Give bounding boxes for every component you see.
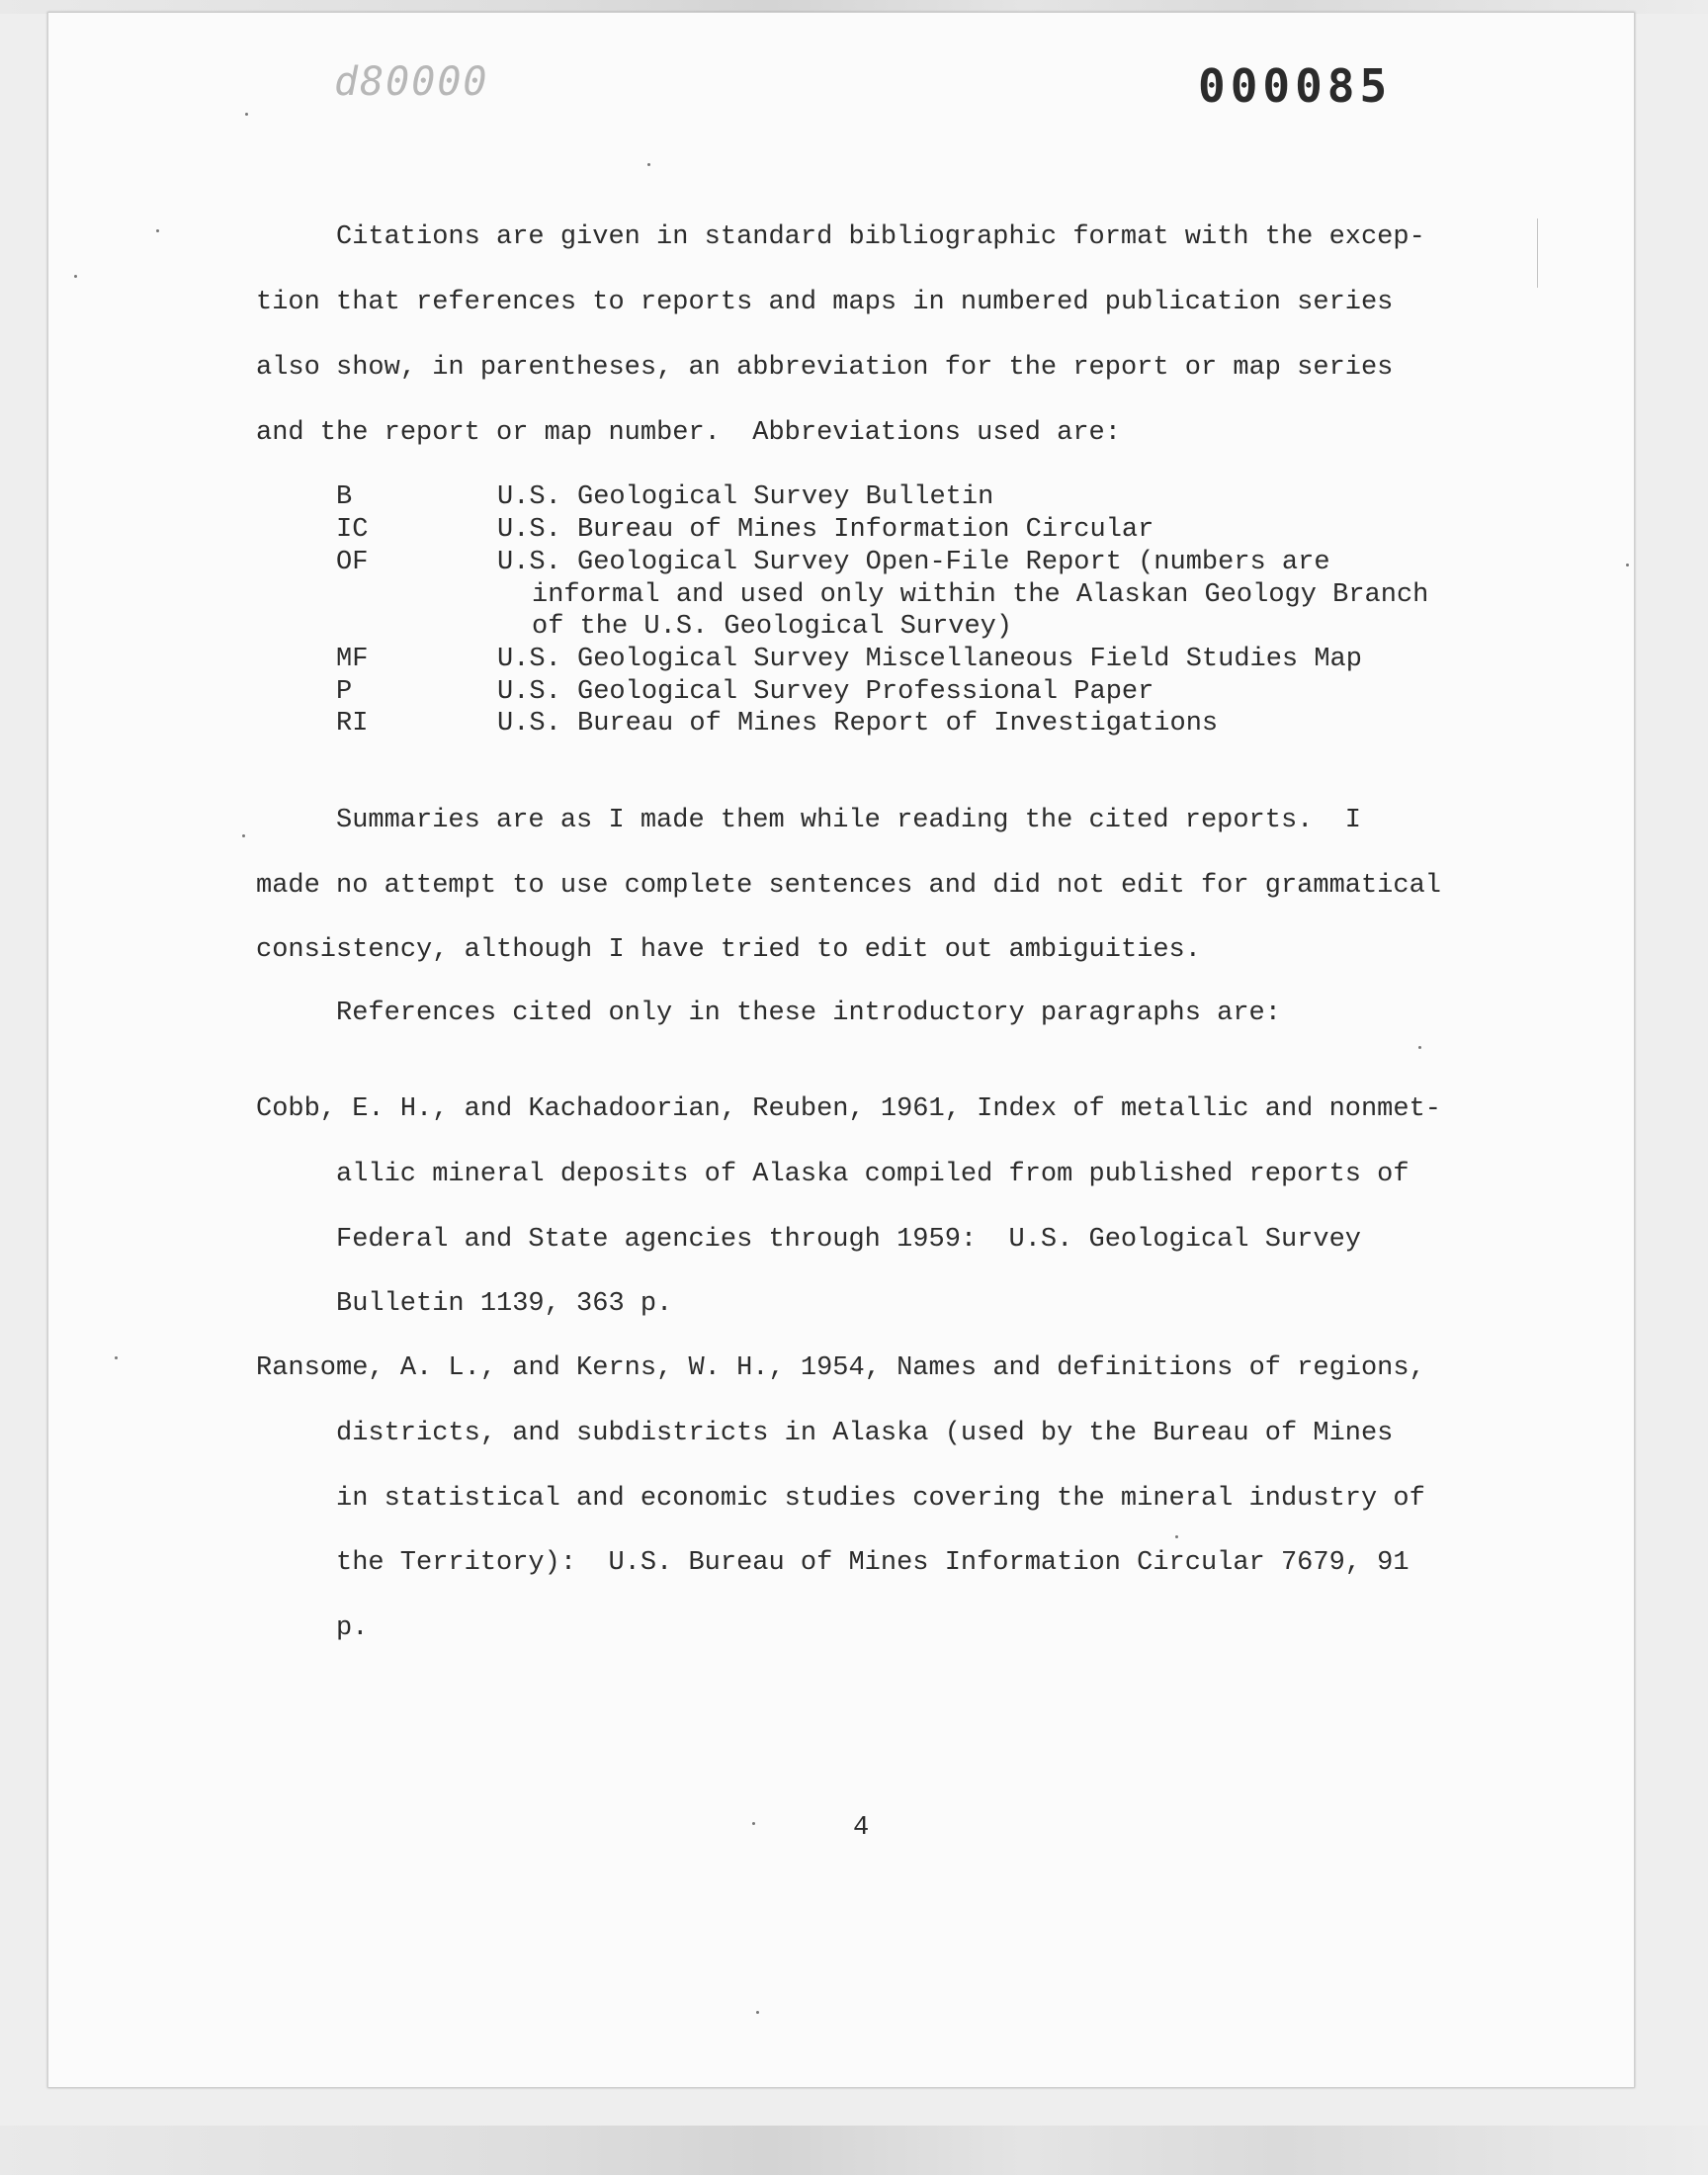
abbr-code: OF — [336, 548, 369, 577]
abbr-description: U.S. Geological Survey Professional Paper — [497, 677, 1154, 707]
reference-line: the Territory): U.S. Bureau of Mines Information Circular 7679, 91 — [336, 1548, 1409, 1578]
page-number: 4 — [853, 1813, 870, 1843]
scan-speck — [647, 163, 650, 166]
summaries-line-3: consistency, although I have tried to edit out ambiguities. — [256, 935, 1201, 965]
reference-line: in statistical and economic studies covering the mineral industry of — [336, 1484, 1425, 1514]
scan-speck — [74, 275, 77, 278]
scan-speck — [756, 2011, 759, 2014]
scan-speck — [1418, 1046, 1421, 1049]
scan-speck — [752, 1822, 755, 1825]
scan-speck — [245, 113, 248, 116]
abbr-description: U.S. Geological Survey Open-File Report (numbers are — [497, 548, 1330, 577]
abbr-description-continued: of the U.S. Geological Survey) — [532, 612, 1013, 642]
scan-speck — [1626, 564, 1629, 566]
reference-line: districts, and subdistricts in Alaska (used by the Bureau of Mines — [336, 1419, 1394, 1448]
document-page — [47, 12, 1635, 2088]
abbr-code: B — [336, 482, 353, 512]
intro-line-3: also show, in parentheses, an abbreviation for the report or map series — [256, 353, 1394, 383]
abbr-code: MF — [336, 645, 369, 674]
abbr-code: P — [336, 677, 353, 707]
margin-mark — [1537, 218, 1538, 288]
intro-line-1: Citations are given in standard bibliographic format with the excep- — [336, 222, 1425, 252]
reference-line: Cobb, E. H., and Kachadoorian, Reuben, 1961, Index of metallic and nonmet- — [256, 1094, 1441, 1124]
scan-speck — [242, 834, 245, 837]
intro-line-2: tion that references to reports and maps in numbered publication series — [256, 288, 1394, 317]
abbr-description: U.S. Bureau of Mines Information Circular — [497, 515, 1154, 545]
scan-bottom-edge — [0, 2126, 1708, 2175]
scan-speck — [156, 229, 159, 232]
faint-stamp-number: d80000 — [334, 59, 489, 105]
abbr-code: IC — [336, 515, 369, 545]
reference-line: Ransome, A. L., and Kerns, W. H., 1954, Names and definitions of regions, — [256, 1353, 1425, 1383]
reference-line: Bulletin 1139, 363 p. — [336, 1289, 673, 1319]
abbr-description: U.S. Bureau of Mines Report of Investigations — [497, 709, 1219, 739]
abbr-description: U.S. Geological Survey Miscellaneous Field Studies Map — [497, 645, 1362, 674]
abbr-description-continued: informal and used only within the Alaskan Geology Branch — [532, 580, 1429, 610]
scan-speck — [1175, 1535, 1178, 1538]
reference-line: Federal and State agencies through 1959: U.S. Geological Survey — [336, 1225, 1361, 1255]
references-intro: References cited only in these introductory paragraphs are: — [336, 999, 1281, 1028]
reference-line: p. — [336, 1613, 369, 1643]
scan-speck — [115, 1356, 118, 1359]
summaries-line-1: Summaries are as I made them while reading the cited reports. I — [336, 806, 1361, 835]
abbr-code: RI — [336, 709, 369, 739]
intro-line-4: and the report or map number. Abbreviations used are: — [256, 418, 1121, 448]
reference-line: allic mineral deposits of Alaska compiled from published reports of — [336, 1160, 1409, 1189]
abbr-description: U.S. Geological Survey Bulletin — [497, 482, 994, 512]
summaries-line-2: made no attempt to use complete sentences and did not edit for grammatical — [256, 871, 1441, 901]
bates-stamp-number: 000085 — [1198, 59, 1393, 113]
